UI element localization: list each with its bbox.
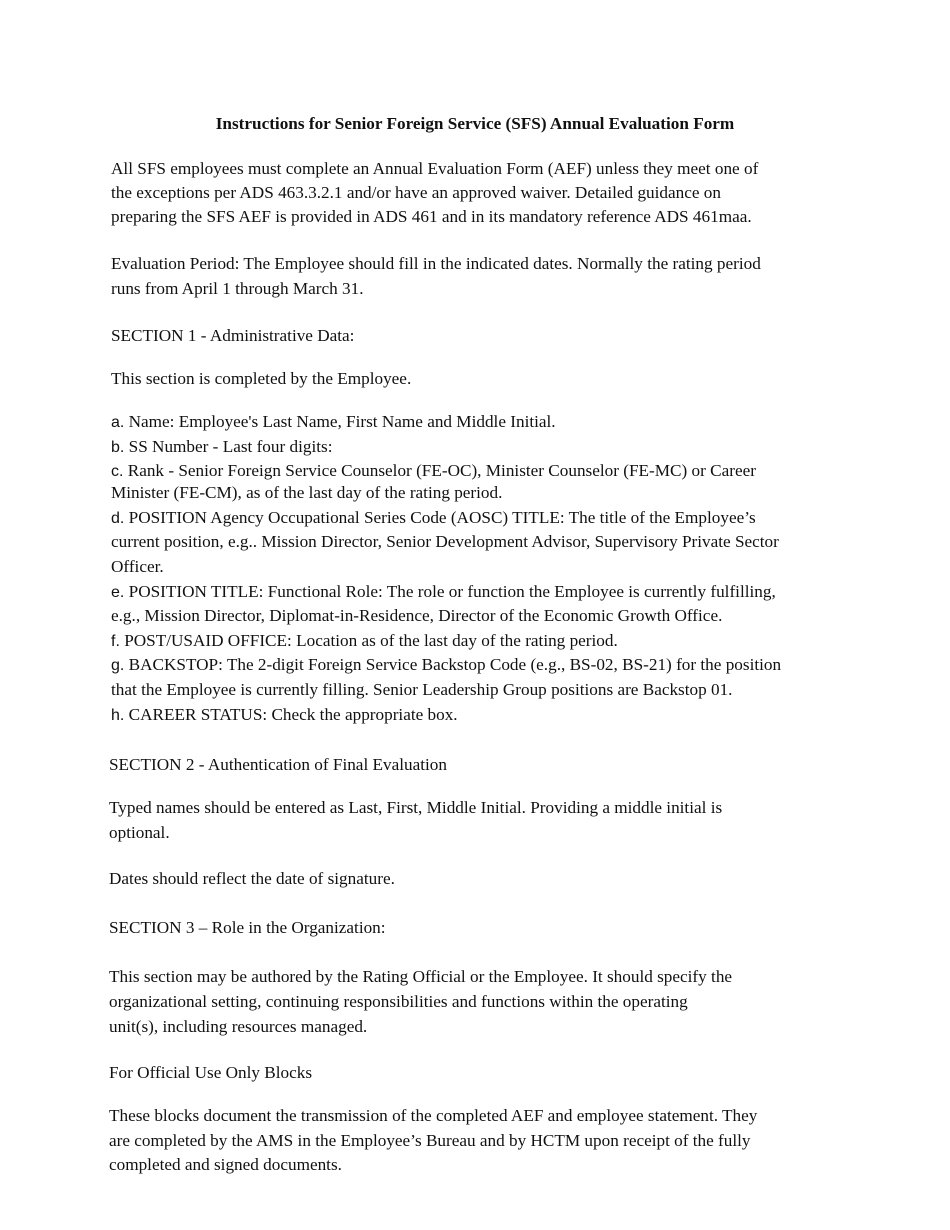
item-letter: g. — [111, 657, 125, 674]
official-use-line: These blocks document the transmission of the completed AEF and employee statement. They — [109, 1106, 758, 1125]
item-text: BACKSTOP: The 2-digit Foreign Service Backstop Code (e.g., BS-02, BS-21) for the position — [128, 655, 782, 674]
item-text-continued: e.g., Mission Director, Diplomat-in-Residence, Director of the Economic Growth Office. — [111, 606, 723, 625]
item-text-continued: Officer. — [111, 557, 164, 576]
item-letter: e. — [111, 584, 125, 601]
section3-heading: SECTION 3 – Role in the Organization: — [109, 918, 386, 937]
section2-line: Typed names should be entered as Last, First, Middle Initial. Providing a middle initial is — [109, 798, 723, 817]
section2-heading: SECTION 2 - Authentication of Final Evaluation — [109, 755, 447, 774]
list-item — [111, 580, 776, 606]
list-item — [111, 435, 333, 461]
item-text: CAREER STATUS: Check the appropriate box. — [128, 705, 458, 724]
section3-line: This section may be authored by the Rating Official or the Employee. It should specify the — [109, 967, 733, 986]
section3-line: organizational setting, continuing responsibilities and functions within the operating — [109, 992, 688, 1011]
evaluation-period-line: runs from April 1 through March 31. — [111, 279, 364, 298]
evaluation-period-line: Evaluation Period: The Employee should fill in the indicated dates. Normally the rating period — [111, 254, 761, 273]
item-text: Rank - Senior Foreign Service Counselor (FE-OC), Minister Counselor (FE-MC) or Career — [127, 461, 756, 480]
list-item — [111, 629, 618, 655]
item-text-continued: current position, e.g.. Mission Director, Senior Development Advisor, Supervisory Private Sector — [111, 532, 779, 551]
item-text-continued: that the Employee is currently filling. Senior Leadership Group positions are Backstop 01. — [111, 680, 733, 699]
official-use-line: completed and signed documents. — [109, 1155, 342, 1174]
section1-heading: SECTION 1 - Administrative Data: — [111, 326, 355, 345]
official-use-heading: For Official Use Only Blocks — [109, 1063, 313, 1082]
list-item — [111, 410, 556, 436]
item-letter: h. — [111, 707, 125, 724]
page-title: Instructions for Senior Foreign Service (SFS) Annual Evaluation Form — [215, 114, 735, 133]
list-item — [111, 703, 458, 729]
intro-line: All SFS employees must complete an Annual Evaluation Form (AEF) unless they meet one of — [111, 159, 759, 178]
item-letter: d. — [111, 510, 125, 527]
section3-line: unit(s), including resources managed. — [109, 1017, 368, 1036]
section1-note: This section is completed by the Employee. — [111, 369, 412, 388]
item-text-continued: Minister (FE-CM), as of the last day of the rating period. — [111, 483, 503, 502]
intro-line: preparing the SFS AEF is provided in ADS 461 and in its mandatory reference ADS 461maa. — [111, 207, 752, 226]
list-item — [111, 506, 756, 532]
item-letter: f. — [111, 633, 120, 650]
section2-line: optional. — [109, 823, 170, 842]
item-text: SS Number - Last four digits: — [128, 437, 333, 456]
item-letter: b. — [111, 439, 125, 456]
item-text: POST/USAID OFFICE: Location as of the last day of the rating period. — [124, 631, 618, 650]
item-letter: c. — [111, 463, 124, 480]
list-item — [111, 653, 781, 679]
official-use-line: are completed by the AMS in the Employee’s Bureau and by HCTM upon receipt of the fully — [109, 1131, 751, 1150]
item-letter: a. — [111, 414, 125, 431]
section2-dates-note: Dates should reflect the date of signature. — [109, 869, 395, 888]
item-text: Name: Employee's Last Name, First Name and Middle Initial. — [128, 412, 556, 431]
intro-line: the exceptions per ADS 463.3.2.1 and/or have an approved waiver. Detailed guidance on — [111, 183, 721, 202]
item-text: POSITION TITLE: Functional Role: The role or function the Employee is currently fulfilling, — [128, 582, 776, 601]
item-text: POSITION Agency Occupational Series Code (AOSC) TITLE: The title of the Employee’s — [128, 508, 756, 527]
